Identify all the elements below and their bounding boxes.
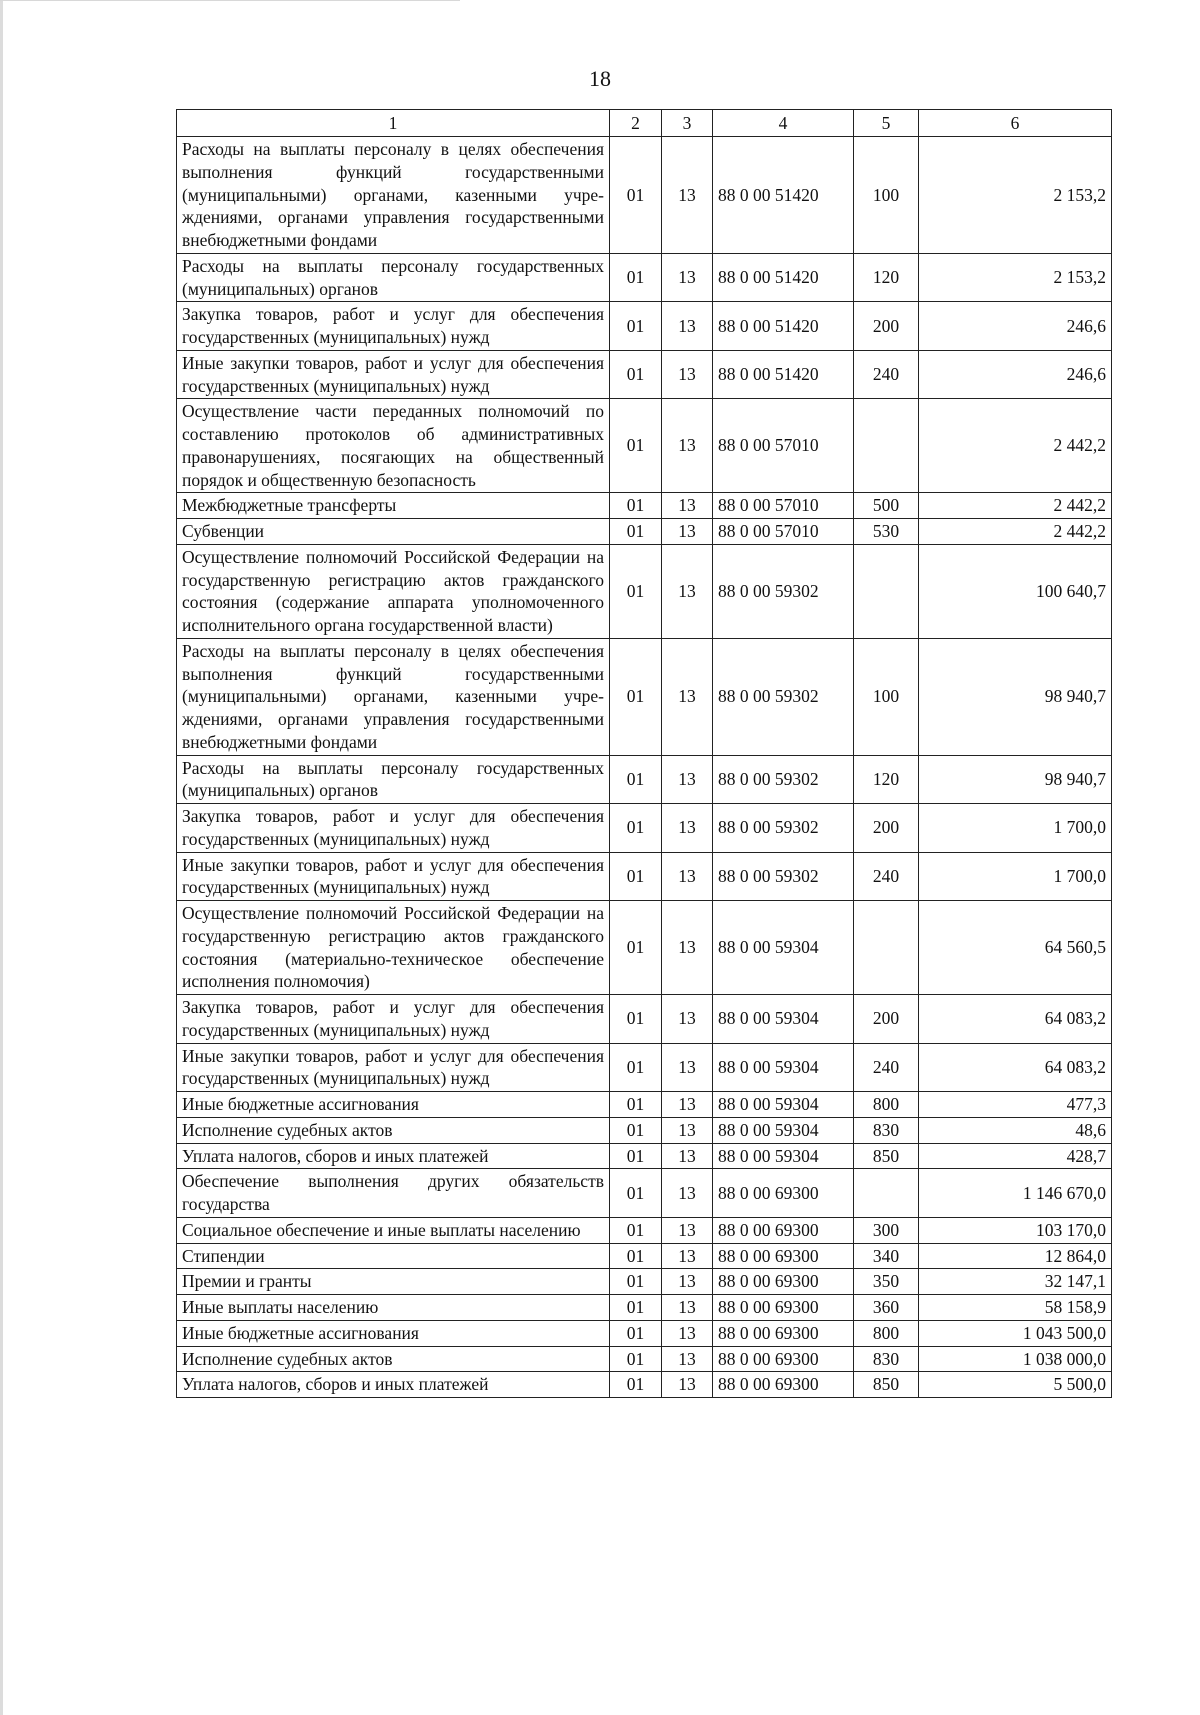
row-name: Иные бюджетные ассигнования — [177, 1092, 610, 1118]
row-expense-type: 850 — [854, 1372, 919, 1398]
row-expense-type: 100 — [854, 137, 919, 254]
table-row — [177, 804, 1112, 853]
table-row — [177, 1117, 1112, 1143]
row-expense-type: 360 — [854, 1295, 919, 1321]
row-name: Расходы на выплаты персоналу государственных (муниципальных) органов — [177, 253, 610, 302]
table-row — [177, 638, 1112, 755]
row-target-article: 88 0 00 51420 — [713, 302, 854, 351]
row-name: Исполнение судебных актов — [177, 1117, 610, 1143]
table-row — [177, 519, 1112, 545]
row-target-article: 88 0 00 69300 — [713, 1295, 854, 1321]
row-target-article: 88 0 00 69300 — [713, 1320, 854, 1346]
row-section: 01 — [610, 1295, 662, 1321]
budget-table — [176, 109, 1112, 1398]
table-row — [177, 1169, 1112, 1218]
row-expense-type: 830 — [854, 1346, 919, 1372]
row-amount: 58 158,9 — [919, 1295, 1112, 1321]
row-expense-type: 200 — [854, 995, 919, 1044]
row-amount: 1 043 500,0 — [919, 1320, 1112, 1346]
row-expense-type: 350 — [854, 1269, 919, 1295]
row-target-article: 88 0 00 59302 — [713, 852, 854, 901]
row-name: Иные бюджетные ассигнования — [177, 1320, 610, 1346]
row-name: Иные выплаты населению — [177, 1295, 610, 1321]
table-row — [177, 399, 1112, 493]
row-name: Межбюджетные трансферты — [177, 493, 610, 519]
row-subsection: 13 — [662, 350, 713, 399]
row-amount: 2 153,2 — [919, 253, 1112, 302]
row-name: Иные закупки товаров, работ и услуг для обеспечения государственных (муниципальных) нужд — [177, 852, 610, 901]
row-name: Закупка товаров, работ и услуг для обеспечения государственных (муниципальных) нужд — [177, 302, 610, 351]
row-subsection: 13 — [662, 804, 713, 853]
row-amount: 1 038 000,0 — [919, 1346, 1112, 1372]
row-expense-type: 200 — [854, 302, 919, 351]
row-amount: 2 442,2 — [919, 519, 1112, 545]
row-expense-type — [854, 544, 919, 638]
row-name: Расходы на выплаты персоналу в целях обеспечения выполнения функций государственными (муниципальными) органами, казенными учреждениями, органами управления государственными внебюджетными фондами — [177, 137, 610, 254]
row-section: 01 — [610, 1346, 662, 1372]
row-section: 01 — [610, 852, 662, 901]
row-subsection: 13 — [662, 852, 713, 901]
row-subsection: 13 — [662, 1169, 713, 1218]
row-target-article: 88 0 00 57010 — [713, 519, 854, 545]
row-section: 01 — [610, 1092, 662, 1118]
row-target-article: 88 0 00 57010 — [713, 399, 854, 493]
row-amount: 12 864,0 — [919, 1243, 1112, 1269]
row-target-article: 88 0 00 59304 — [713, 995, 854, 1044]
row-subsection: 13 — [662, 253, 713, 302]
row-section: 01 — [610, 350, 662, 399]
row-name: Исполнение судебных актов — [177, 1346, 610, 1372]
row-target-article: 88 0 00 51420 — [713, 253, 854, 302]
table-row — [177, 253, 1112, 302]
row-expense-type: 500 — [854, 493, 919, 519]
row-amount: 428,7 — [919, 1143, 1112, 1169]
row-subsection: 13 — [662, 1043, 713, 1092]
row-section: 01 — [610, 638, 662, 755]
row-amount: 64 560,5 — [919, 901, 1112, 995]
row-section: 01 — [610, 519, 662, 545]
row-amount: 64 083,2 — [919, 995, 1112, 1044]
table-row — [177, 493, 1112, 519]
row-amount: 48,6 — [919, 1117, 1112, 1143]
header-col-4: 4 — [713, 110, 854, 137]
row-expense-type: 200 — [854, 804, 919, 853]
table-row — [177, 995, 1112, 1044]
row-section: 01 — [610, 901, 662, 995]
table-body — [177, 137, 1112, 1398]
row-expense-type: 240 — [854, 852, 919, 901]
row-name: Социальное обеспечение и иные выплаты населению — [177, 1217, 610, 1243]
row-amount: 2 442,2 — [919, 493, 1112, 519]
row-name: Осуществление полномочий Российской Федерации на государственную регистрацию актов гражданского состояния (материально-техническое обеспечение исполнения полномочия) — [177, 901, 610, 995]
row-name: Уплата налогов, сборов и иных платежей — [177, 1372, 610, 1398]
table-row — [177, 1346, 1112, 1372]
row-expense-type: 120 — [854, 755, 919, 804]
row-target-article: 88 0 00 51420 — [713, 350, 854, 399]
row-subsection: 13 — [662, 1117, 713, 1143]
row-name: Премии и гранты — [177, 1269, 610, 1295]
row-target-article: 88 0 00 51420 — [713, 137, 854, 254]
row-expense-type: 850 — [854, 1143, 919, 1169]
row-name: Закупка товаров, работ и услуг для обеспечения государственных (муниципальных) нужд — [177, 995, 610, 1044]
row-amount: 32 147,1 — [919, 1269, 1112, 1295]
row-subsection: 13 — [662, 1092, 713, 1118]
header-col-2: 2 — [610, 110, 662, 137]
row-expense-type: 800 — [854, 1320, 919, 1346]
scan-top-line — [0, 0, 460, 1]
row-target-article: 88 0 00 59302 — [713, 755, 854, 804]
row-name: Осуществление полномочий Российской Федерации на государственную регистрацию актов гражданского состояния (содержание аппарата уполномоченного исполнительного органа государственной власти) — [177, 544, 610, 638]
row-section: 01 — [610, 137, 662, 254]
table-row — [177, 350, 1112, 399]
row-expense-type — [854, 1169, 919, 1218]
row-section: 01 — [610, 995, 662, 1044]
row-amount: 98 940,7 — [919, 755, 1112, 804]
row-amount: 246,6 — [919, 302, 1112, 351]
row-target-article: 88 0 00 59304 — [713, 1092, 854, 1118]
row-name: Иные закупки товаров, работ и услуг для обеспечения государственных (муниципальных) нужд — [177, 350, 610, 399]
row-target-article: 88 0 00 59304 — [713, 901, 854, 995]
row-name: Расходы на выплаты персоналу государственных (муниципальных) органов — [177, 755, 610, 804]
table-row — [177, 302, 1112, 351]
table-row — [177, 1295, 1112, 1321]
row-expense-type: 530 — [854, 519, 919, 545]
row-subsection: 13 — [662, 1320, 713, 1346]
row-name: Осуществление части переданных полномочий по составлению протоколов об административных правонарушениях, посягающих на общественный порядок и общественную безопасность — [177, 399, 610, 493]
row-subsection: 13 — [662, 995, 713, 1044]
row-expense-type: 100 — [854, 638, 919, 755]
row-section: 01 — [610, 1217, 662, 1243]
row-amount: 5 500,0 — [919, 1372, 1112, 1398]
row-subsection: 13 — [662, 544, 713, 638]
row-name: Стипендии — [177, 1243, 610, 1269]
row-section: 01 — [610, 755, 662, 804]
row-name: Закупка товаров, работ и услуг для обеспечения государственных (муниципальных) нужд — [177, 804, 610, 853]
row-amount: 1 700,0 — [919, 852, 1112, 901]
table-row — [177, 1092, 1112, 1118]
row-target-article: 88 0 00 59302 — [713, 804, 854, 853]
row-expense-type: 240 — [854, 350, 919, 399]
row-target-article: 88 0 00 69300 — [713, 1169, 854, 1218]
row-expense-type — [854, 901, 919, 995]
row-expense-type: 240 — [854, 1043, 919, 1092]
row-subsection: 13 — [662, 493, 713, 519]
row-target-article: 88 0 00 59302 — [713, 544, 854, 638]
row-amount: 64 083,2 — [919, 1043, 1112, 1092]
row-section: 01 — [610, 1372, 662, 1398]
row-subsection: 13 — [662, 1143, 713, 1169]
row-section: 01 — [610, 1117, 662, 1143]
table-row — [177, 544, 1112, 638]
row-expense-type: 800 — [854, 1092, 919, 1118]
table-row — [177, 755, 1112, 804]
table-row — [177, 1243, 1112, 1269]
row-amount: 98 940,7 — [919, 638, 1112, 755]
row-expense-type: 300 — [854, 1217, 919, 1243]
row-target-article: 88 0 00 59304 — [713, 1117, 854, 1143]
row-expense-type: 120 — [854, 253, 919, 302]
row-section: 01 — [610, 544, 662, 638]
header-row — [177, 110, 1112, 137]
table-row — [177, 1320, 1112, 1346]
header-col-1: 1 — [177, 110, 610, 137]
row-amount: 1 146 670,0 — [919, 1169, 1112, 1218]
row-target-article: 88 0 00 57010 — [713, 493, 854, 519]
table-row — [177, 1372, 1112, 1398]
row-section: 01 — [610, 1269, 662, 1295]
row-subsection: 13 — [662, 1346, 713, 1372]
row-subsection: 13 — [662, 1269, 713, 1295]
table-header — [177, 110, 1112, 137]
row-subsection: 13 — [662, 519, 713, 545]
row-amount: 1 700,0 — [919, 804, 1112, 853]
row-amount: 103 170,0 — [919, 1217, 1112, 1243]
row-target-article: 88 0 00 69300 — [713, 1217, 854, 1243]
row-expense-type: 830 — [854, 1117, 919, 1143]
header-col-5: 5 — [854, 110, 919, 137]
row-subsection: 13 — [662, 399, 713, 493]
table-row — [177, 137, 1112, 254]
row-amount: 477,3 — [919, 1092, 1112, 1118]
table-row — [177, 1269, 1112, 1295]
row-amount: 2 153,2 — [919, 137, 1112, 254]
row-subsection: 13 — [662, 638, 713, 755]
row-subsection: 13 — [662, 137, 713, 254]
table-row — [177, 1217, 1112, 1243]
row-target-article: 88 0 00 69300 — [713, 1372, 854, 1398]
row-subsection: 13 — [662, 1243, 713, 1269]
row-section: 01 — [610, 1320, 662, 1346]
row-subsection: 13 — [662, 302, 713, 351]
table-row — [177, 852, 1112, 901]
row-section: 01 — [610, 253, 662, 302]
row-subsection: 13 — [662, 901, 713, 995]
table-row — [177, 1143, 1112, 1169]
row-name: Расходы на выплаты персоналу в целях обеспечения выполнения функций государственными (муниципальными) органами, казенными учреждениями, органами управления государственными внебюджетными фондами — [177, 638, 610, 755]
row-target-article: 88 0 00 69300 — [713, 1243, 854, 1269]
row-subsection: 13 — [662, 755, 713, 804]
scan-edge-shadow — [0, 0, 3, 1715]
row-target-article: 88 0 00 69300 — [713, 1346, 854, 1372]
row-section: 01 — [610, 1243, 662, 1269]
row-target-article: 88 0 00 59304 — [713, 1143, 854, 1169]
row-section: 01 — [610, 804, 662, 853]
row-amount: 2 442,2 — [919, 399, 1112, 493]
row-name: Уплата налогов, сборов и иных платежей — [177, 1143, 610, 1169]
row-name: Субвенции — [177, 519, 610, 545]
row-name: Иные закупки товаров, работ и услуг для обеспечения государственных (муниципальных) нужд — [177, 1043, 610, 1092]
row-subsection: 13 — [662, 1217, 713, 1243]
row-subsection: 13 — [662, 1372, 713, 1398]
row-section: 01 — [610, 493, 662, 519]
row-subsection: 13 — [662, 1295, 713, 1321]
row-name: Обеспечение выполнения других обязательств государства — [177, 1169, 610, 1218]
table-row — [177, 1043, 1112, 1092]
header-col-6: 6 — [919, 110, 1112, 137]
row-target-article: 88 0 00 69300 — [713, 1269, 854, 1295]
row-section: 01 — [610, 1169, 662, 1218]
row-amount: 100 640,7 — [919, 544, 1112, 638]
row-amount: 246,6 — [919, 350, 1112, 399]
row-target-article: 88 0 00 59304 — [713, 1043, 854, 1092]
row-section: 01 — [610, 1143, 662, 1169]
page-number: 18 — [589, 66, 611, 91]
row-expense-type — [854, 399, 919, 493]
row-target-article: 88 0 00 59302 — [713, 638, 854, 755]
row-section: 01 — [610, 302, 662, 351]
row-section: 01 — [610, 399, 662, 493]
row-section: 01 — [610, 1043, 662, 1092]
header-col-3: 3 — [662, 110, 713, 137]
row-expense-type: 340 — [854, 1243, 919, 1269]
table-row — [177, 901, 1112, 995]
